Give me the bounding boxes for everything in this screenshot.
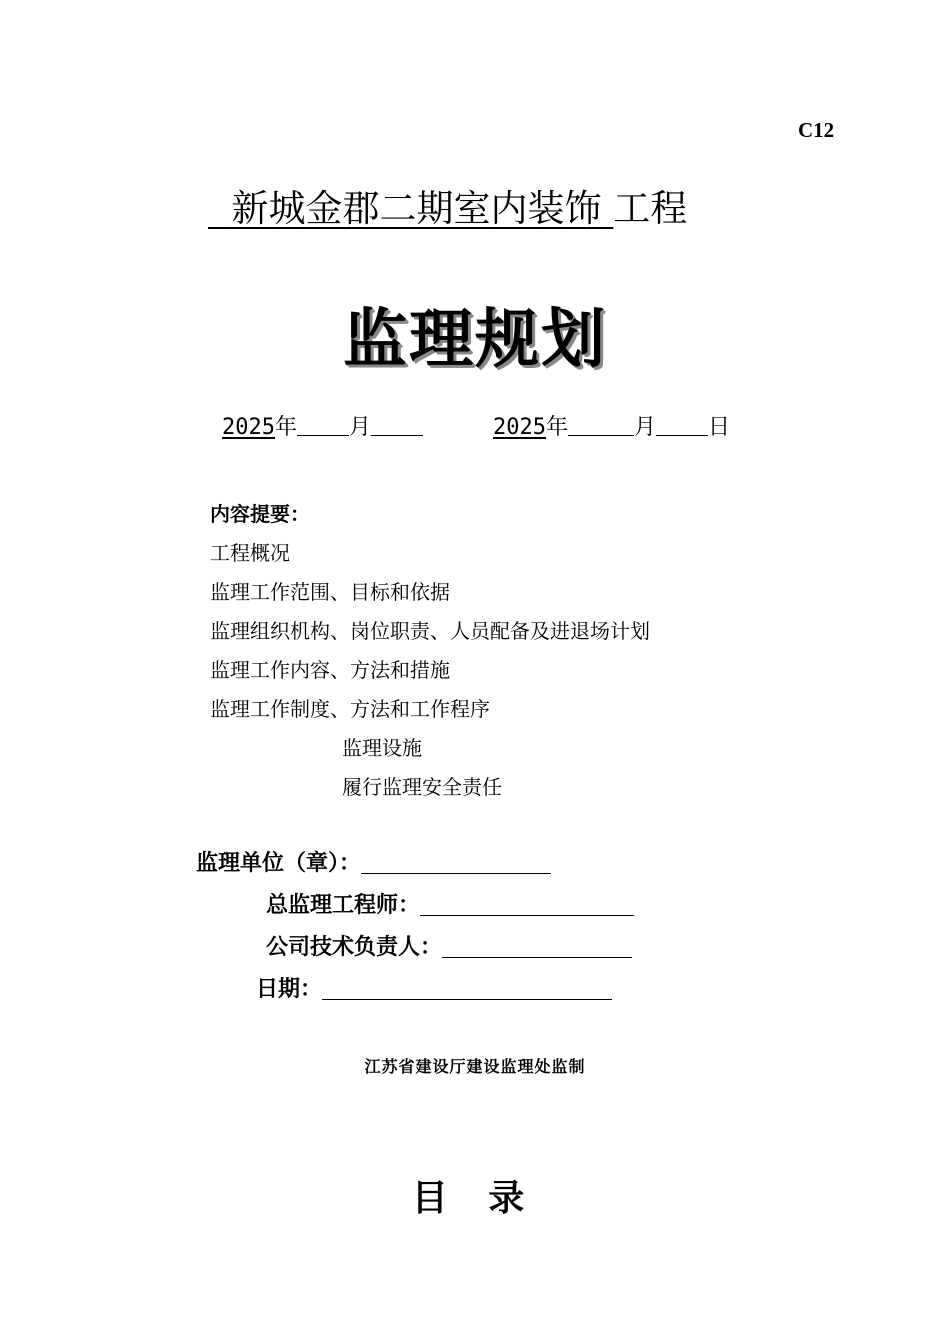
summary-item: 监理工作制度、方法和工作程序 (210, 697, 490, 721)
date-label: 日期： (256, 977, 323, 1002)
summary-item: 监理组织机构、岗位职责、人员配备及进退场计划 (210, 619, 650, 643)
date-field[interactable] (322, 977, 612, 1000)
year-char-2: 年 (546, 415, 569, 440)
tech-lead-row (266, 930, 632, 961)
document-title: 监理规划 (343, 303, 607, 377)
summary-heading: 内容提要： (210, 502, 310, 526)
day-blank-2[interactable] (656, 417, 708, 436)
chief-engineer-row (266, 888, 634, 919)
unit-signature-row (196, 846, 551, 877)
project-suffix: 工程 (613, 187, 688, 230)
day-char: 日 (708, 415, 731, 440)
unit-label: 监理单位（章）： (196, 851, 362, 876)
summary-item: 工程概况 (210, 541, 290, 565)
year-2: 2025 (493, 415, 546, 440)
chief-engineer-label: 总监理工程师： (266, 893, 421, 918)
project-title (208, 178, 687, 232)
date-row (256, 972, 612, 1003)
month-char-1: 月 (349, 415, 372, 440)
unit-field[interactable] (361, 851, 551, 874)
project-name: 新城金郡二期室内装饰 (231, 187, 602, 230)
toc-heading: 目 录 (411, 1177, 539, 1219)
form-code: C12 (798, 118, 835, 142)
month-blank-2[interactable] (568, 417, 634, 436)
month-blank-1[interactable] (297, 417, 349, 436)
summary-item: 监理设施 (342, 736, 422, 760)
tech-lead-field[interactable] (442, 935, 632, 958)
issuer-note: 江苏省建设厅建设监理处监制 (364, 1057, 586, 1076)
summary-item: 监理工作范围、目标和依据 (210, 580, 450, 604)
summary-item: 履行监理安全责任 (342, 775, 502, 799)
month-char-2: 月 (634, 415, 657, 440)
date-line (222, 410, 730, 441)
year-char-1: 年 (274, 415, 297, 440)
year-1: 2025 (222, 415, 275, 440)
summary-item: 监理工作内容、方法和措施 (210, 658, 450, 682)
chief-engineer-field[interactable] (420, 893, 634, 916)
tech-lead-label: 公司技术负责人： (266, 935, 443, 960)
day-blank-1[interactable] (371, 417, 423, 436)
